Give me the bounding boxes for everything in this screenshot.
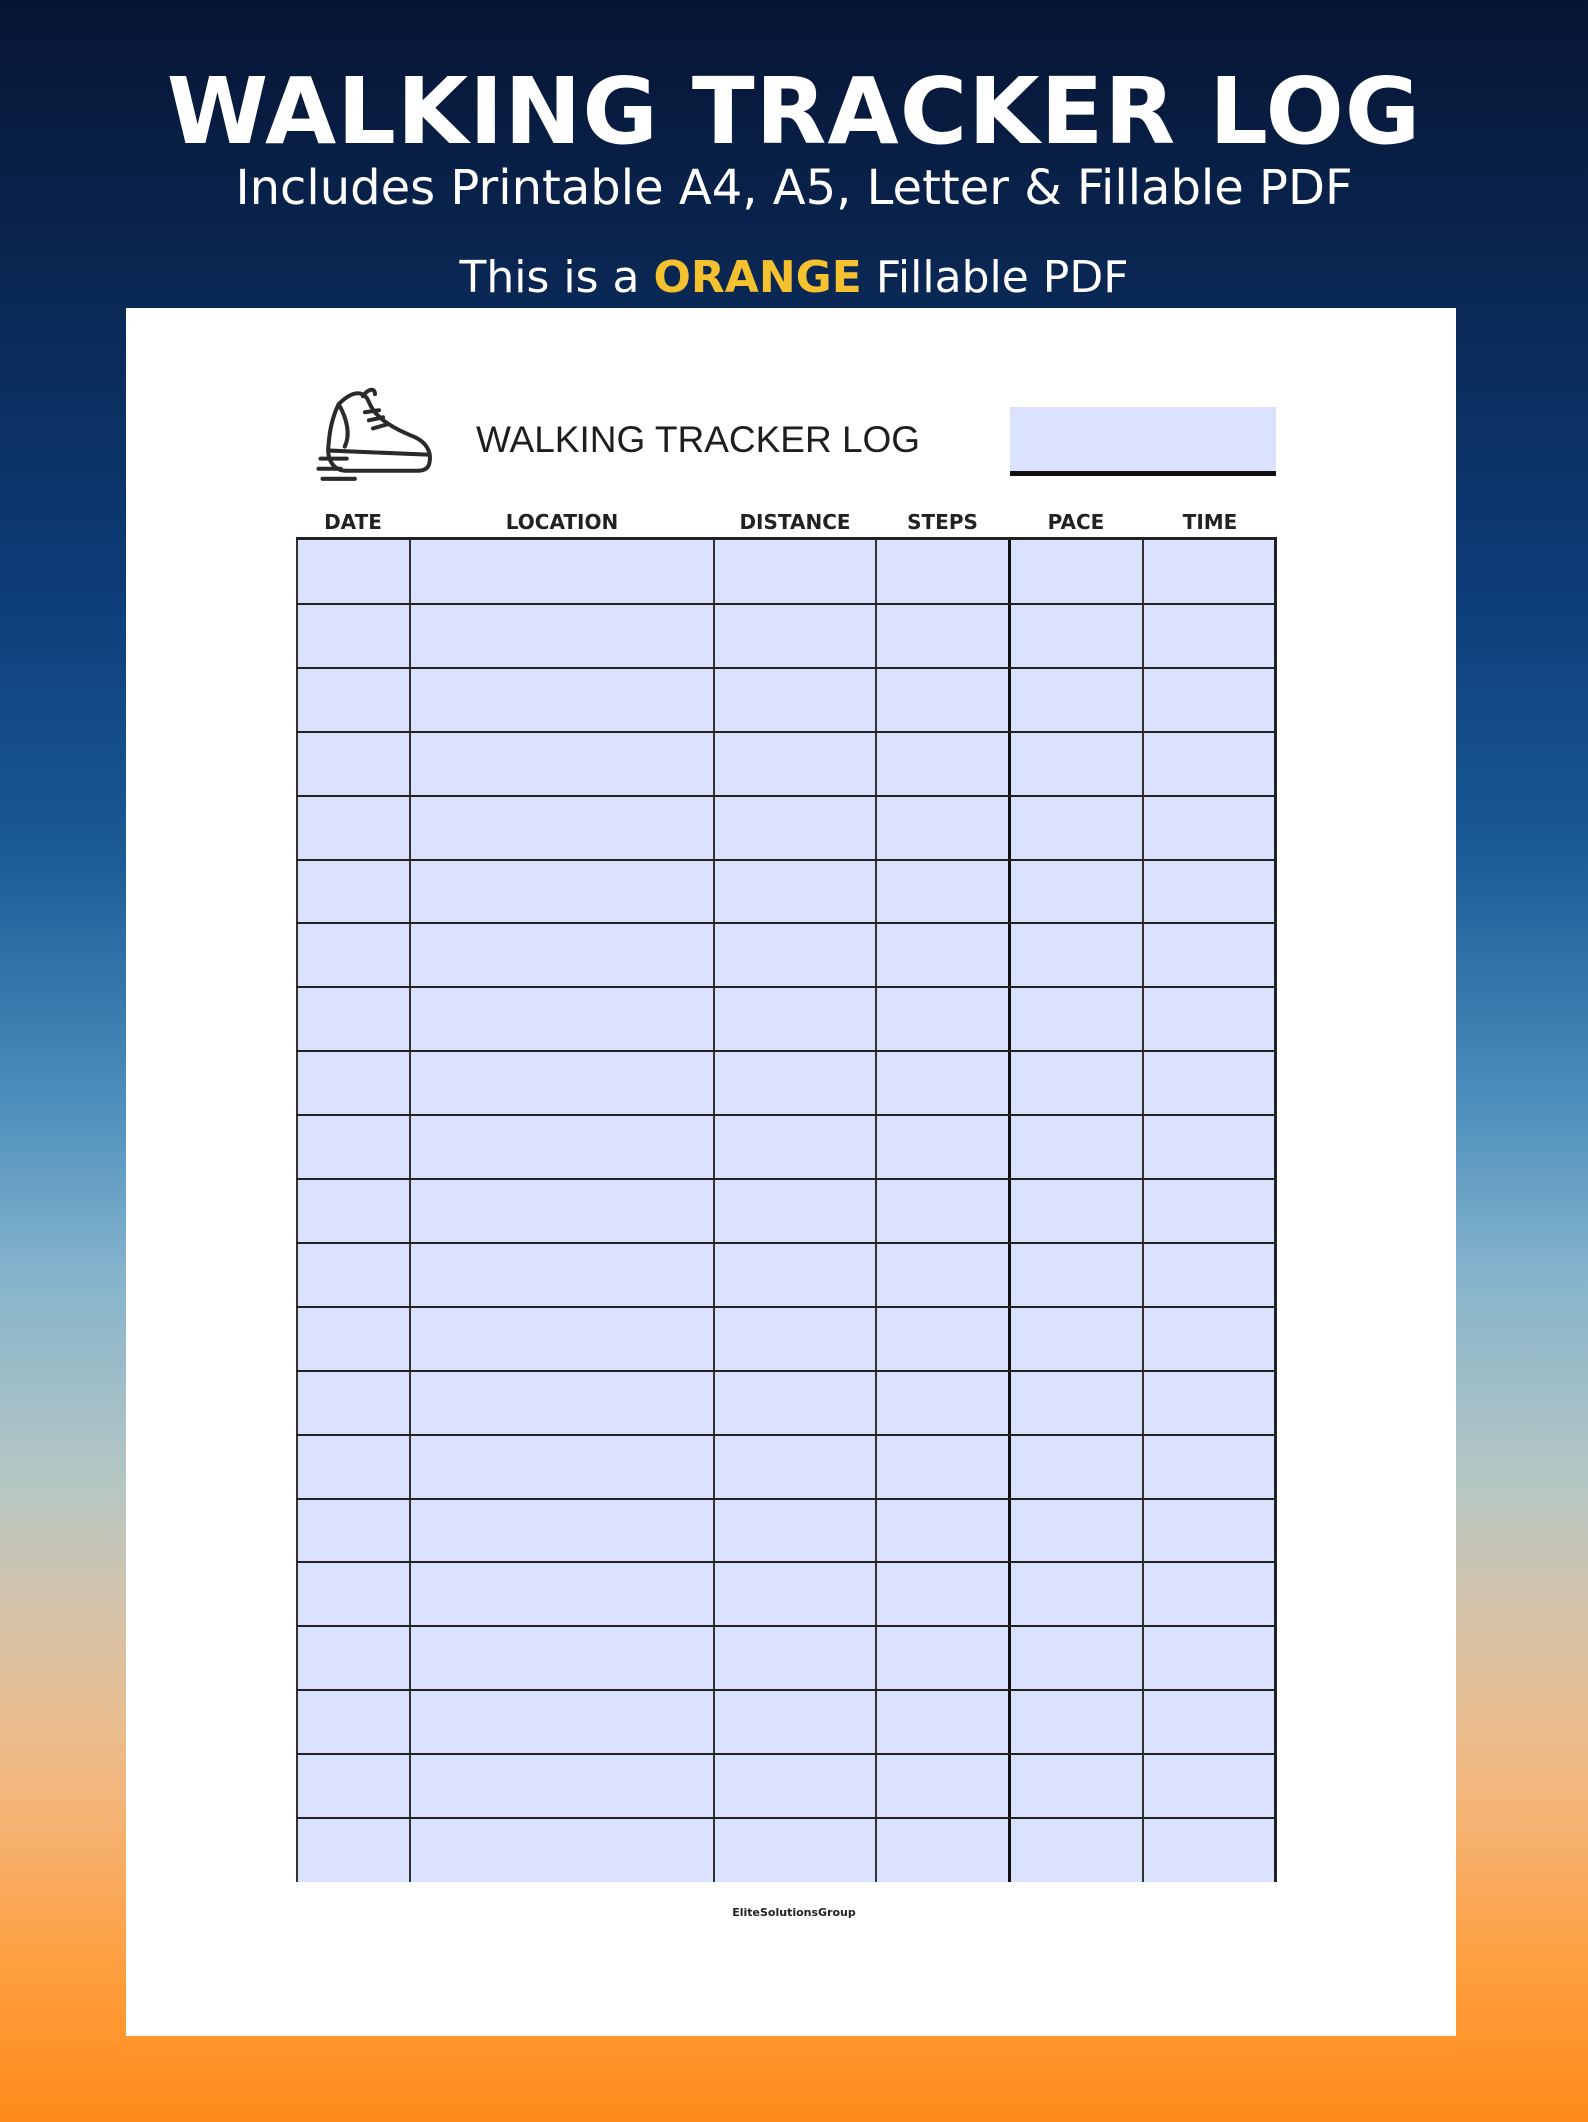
distance-cell[interactable]: [715, 733, 874, 794]
pace-cell[interactable]: [1010, 924, 1141, 985]
pace-cell[interactable]: [1010, 669, 1141, 730]
pace-cell[interactable]: [1010, 1755, 1141, 1816]
steps-cell[interactable]: [877, 1372, 1007, 1433]
banner-note-suffix: Fillable PDF: [875, 252, 1129, 303]
location-cell[interactable]: [411, 1819, 712, 1880]
time-cell[interactable]: [1144, 1052, 1273, 1113]
location-cell[interactable]: [411, 924, 712, 985]
column-header-time: TIME: [1182, 510, 1238, 534]
location-cell[interactable]: [411, 988, 712, 1049]
time-cell[interactable]: [1144, 797, 1273, 858]
date-cell[interactable]: [298, 1819, 408, 1880]
distance-cell[interactable]: [715, 1500, 874, 1561]
location-cell[interactable]: [411, 1563, 712, 1624]
date-cell[interactable]: [298, 669, 408, 730]
distance-cell[interactable]: [715, 1244, 874, 1305]
date-cell[interactable]: [298, 988, 408, 1049]
date-cell[interactable]: [298, 1372, 408, 1433]
date-cell[interactable]: [298, 1563, 408, 1624]
steps-cell[interactable]: [877, 1563, 1007, 1624]
distance-cell[interactable]: [715, 669, 874, 730]
steps-cell[interactable]: [877, 733, 1007, 794]
steps-cell[interactable]: [877, 1500, 1007, 1561]
location-cell[interactable]: [411, 669, 712, 730]
steps-cell[interactable]: [877, 669, 1007, 730]
time-cell[interactable]: [1144, 1308, 1273, 1369]
footer-credit: EliteSolutionsGroup: [732, 1906, 856, 1919]
time-cell[interactable]: [1144, 1372, 1273, 1433]
column-header-distance: DISTANCE: [739, 510, 851, 534]
distance-cell[interactable]: [715, 988, 874, 1049]
location-cell[interactable]: [411, 605, 712, 666]
time-cell[interactable]: [1144, 1627, 1273, 1688]
distance-cell[interactable]: [715, 1436, 874, 1497]
steps-cell[interactable]: [877, 605, 1007, 666]
pace-cell[interactable]: [1010, 1180, 1141, 1241]
sheet-title: WALKING TRACKER LOG: [476, 419, 921, 460]
steps-cell[interactable]: [877, 1308, 1007, 1369]
banner-note: [0, 250, 1588, 306]
steps-cell[interactable]: [877, 1052, 1007, 1113]
date-cell[interactable]: [298, 861, 408, 922]
distance-cell[interactable]: [715, 1563, 874, 1624]
distance-cell[interactable]: [715, 797, 874, 858]
time-cell[interactable]: [1144, 1244, 1273, 1305]
location-cell[interactable]: [411, 1372, 712, 1433]
location-cell[interactable]: [411, 733, 712, 794]
time-cell[interactable]: [1144, 1180, 1273, 1241]
pace-cell[interactable]: [1010, 1819, 1141, 1880]
banner-title: WALKING TRACKER LOG: [166, 58, 1422, 165]
steps-cell[interactable]: [877, 1436, 1007, 1497]
steps-cell[interactable]: [877, 1691, 1007, 1752]
date-cell[interactable]: [298, 1116, 408, 1177]
location-cell[interactable]: [411, 541, 712, 602]
date-cell[interactable]: [298, 1691, 408, 1752]
location-cell[interactable]: [411, 1244, 712, 1305]
time-cell[interactable]: [1144, 861, 1273, 922]
pace-cell[interactable]: [1010, 1500, 1141, 1561]
location-cell[interactable]: [411, 1308, 712, 1369]
time-cell[interactable]: [1144, 1819, 1273, 1880]
steps-cell[interactable]: [877, 1627, 1007, 1688]
date-cell[interactable]: [298, 1627, 408, 1688]
pace-cell[interactable]: [1010, 733, 1141, 794]
date-cell[interactable]: [298, 1180, 408, 1241]
steps-cell[interactable]: [877, 797, 1007, 858]
time-cell[interactable]: [1144, 1436, 1273, 1497]
steps-cell[interactable]: [877, 924, 1007, 985]
pace-cell[interactable]: [1010, 605, 1141, 666]
location-cell[interactable]: [411, 1180, 712, 1241]
distance-cell[interactable]: [715, 924, 874, 985]
column-header-location: LOCATION: [505, 510, 619, 534]
date-cell[interactable]: [298, 1244, 408, 1305]
time-cell[interactable]: [1144, 1691, 1273, 1752]
location-cell[interactable]: [411, 1500, 712, 1561]
pace-cell[interactable]: [1010, 1436, 1141, 1497]
pace-cell[interactable]: [1010, 1627, 1141, 1688]
distance-cell[interactable]: [715, 1308, 874, 1369]
steps-cell[interactable]: [877, 1180, 1007, 1241]
distance-cell[interactable]: [715, 861, 874, 922]
location-cell[interactable]: [411, 1436, 712, 1497]
time-cell[interactable]: [1144, 1500, 1273, 1561]
steps-cell[interactable]: [877, 541, 1007, 602]
date-cell[interactable]: [298, 1755, 408, 1816]
pace-cell[interactable]: [1010, 861, 1141, 922]
date-cell[interactable]: [298, 924, 408, 985]
date-cell[interactable]: [298, 605, 408, 666]
date-cell[interactable]: [298, 541, 408, 602]
location-cell[interactable]: [411, 1755, 712, 1816]
time-cell[interactable]: [1144, 924, 1273, 985]
date-cell[interactable]: [298, 1436, 408, 1497]
steps-cell[interactable]: [877, 1244, 1007, 1305]
banner-subtitle: Includes Printable A4, A5, Letter & Fillable PDF: [235, 160, 1353, 216]
pace-cell[interactable]: [1010, 1052, 1141, 1113]
date-cell[interactable]: [298, 797, 408, 858]
sneaker-icon: [316, 384, 438, 500]
location-cell[interactable]: [411, 1052, 712, 1113]
distance-cell[interactable]: [715, 541, 874, 602]
banner-note-accent: ORANGE: [653, 252, 862, 303]
log-table: [296, 537, 1277, 1882]
date-cell[interactable]: [298, 733, 408, 794]
column-header-steps: STEPS: [907, 510, 978, 534]
name-field[interactable]: [1010, 407, 1276, 476]
location-cell[interactable]: [411, 797, 712, 858]
time-cell[interactable]: [1144, 988, 1273, 1049]
pace-cell[interactable]: [1010, 1563, 1141, 1624]
location-cell[interactable]: [411, 1116, 712, 1177]
pace-cell[interactable]: [1010, 1308, 1141, 1369]
distance-cell[interactable]: [715, 605, 874, 666]
pace-cell[interactable]: [1010, 1116, 1141, 1177]
location-cell[interactable]: [411, 861, 712, 922]
time-cell[interactable]: [1144, 1755, 1273, 1816]
banner-note-prefix: This is a: [459, 252, 640, 303]
time-cell[interactable]: [1144, 1116, 1273, 1177]
distance-cell[interactable]: [715, 1052, 874, 1113]
steps-cell[interactable]: [877, 861, 1007, 922]
time-cell[interactable]: [1144, 1563, 1273, 1624]
distance-cell[interactable]: [715, 1372, 874, 1433]
date-cell[interactable]: [298, 1308, 408, 1369]
time-cell[interactable]: [1144, 541, 1273, 602]
pace-cell[interactable]: [1010, 1691, 1141, 1752]
steps-cell[interactable]: [877, 1755, 1007, 1816]
pace-cell[interactable]: [1010, 988, 1141, 1049]
pace-cell[interactable]: [1010, 797, 1141, 858]
date-cell[interactable]: [298, 1500, 408, 1561]
time-cell[interactable]: [1144, 605, 1273, 666]
pace-cell[interactable]: [1010, 541, 1141, 602]
distance-cell[interactable]: [715, 1627, 874, 1688]
pace-cell[interactable]: [1010, 1244, 1141, 1305]
distance-cell[interactable]: [715, 1116, 874, 1177]
steps-cell[interactable]: [877, 1819, 1007, 1880]
time-cell[interactable]: [1144, 669, 1273, 730]
steps-cell[interactable]: [877, 988, 1007, 1049]
column-header-date: DATE: [324, 510, 382, 534]
date-cell[interactable]: [298, 1052, 408, 1113]
distance-cell[interactable]: [715, 1819, 874, 1880]
column-header-pace: PACE: [1047, 510, 1105, 534]
steps-cell[interactable]: [877, 1116, 1007, 1177]
pace-cell[interactable]: [1010, 1372, 1141, 1433]
distance-cell[interactable]: [715, 1691, 874, 1752]
location-cell[interactable]: [411, 1691, 712, 1752]
distance-cell[interactable]: [715, 1180, 874, 1241]
distance-cell[interactable]: [715, 1755, 874, 1816]
location-cell[interactable]: [411, 1627, 712, 1688]
time-cell[interactable]: [1144, 733, 1273, 794]
